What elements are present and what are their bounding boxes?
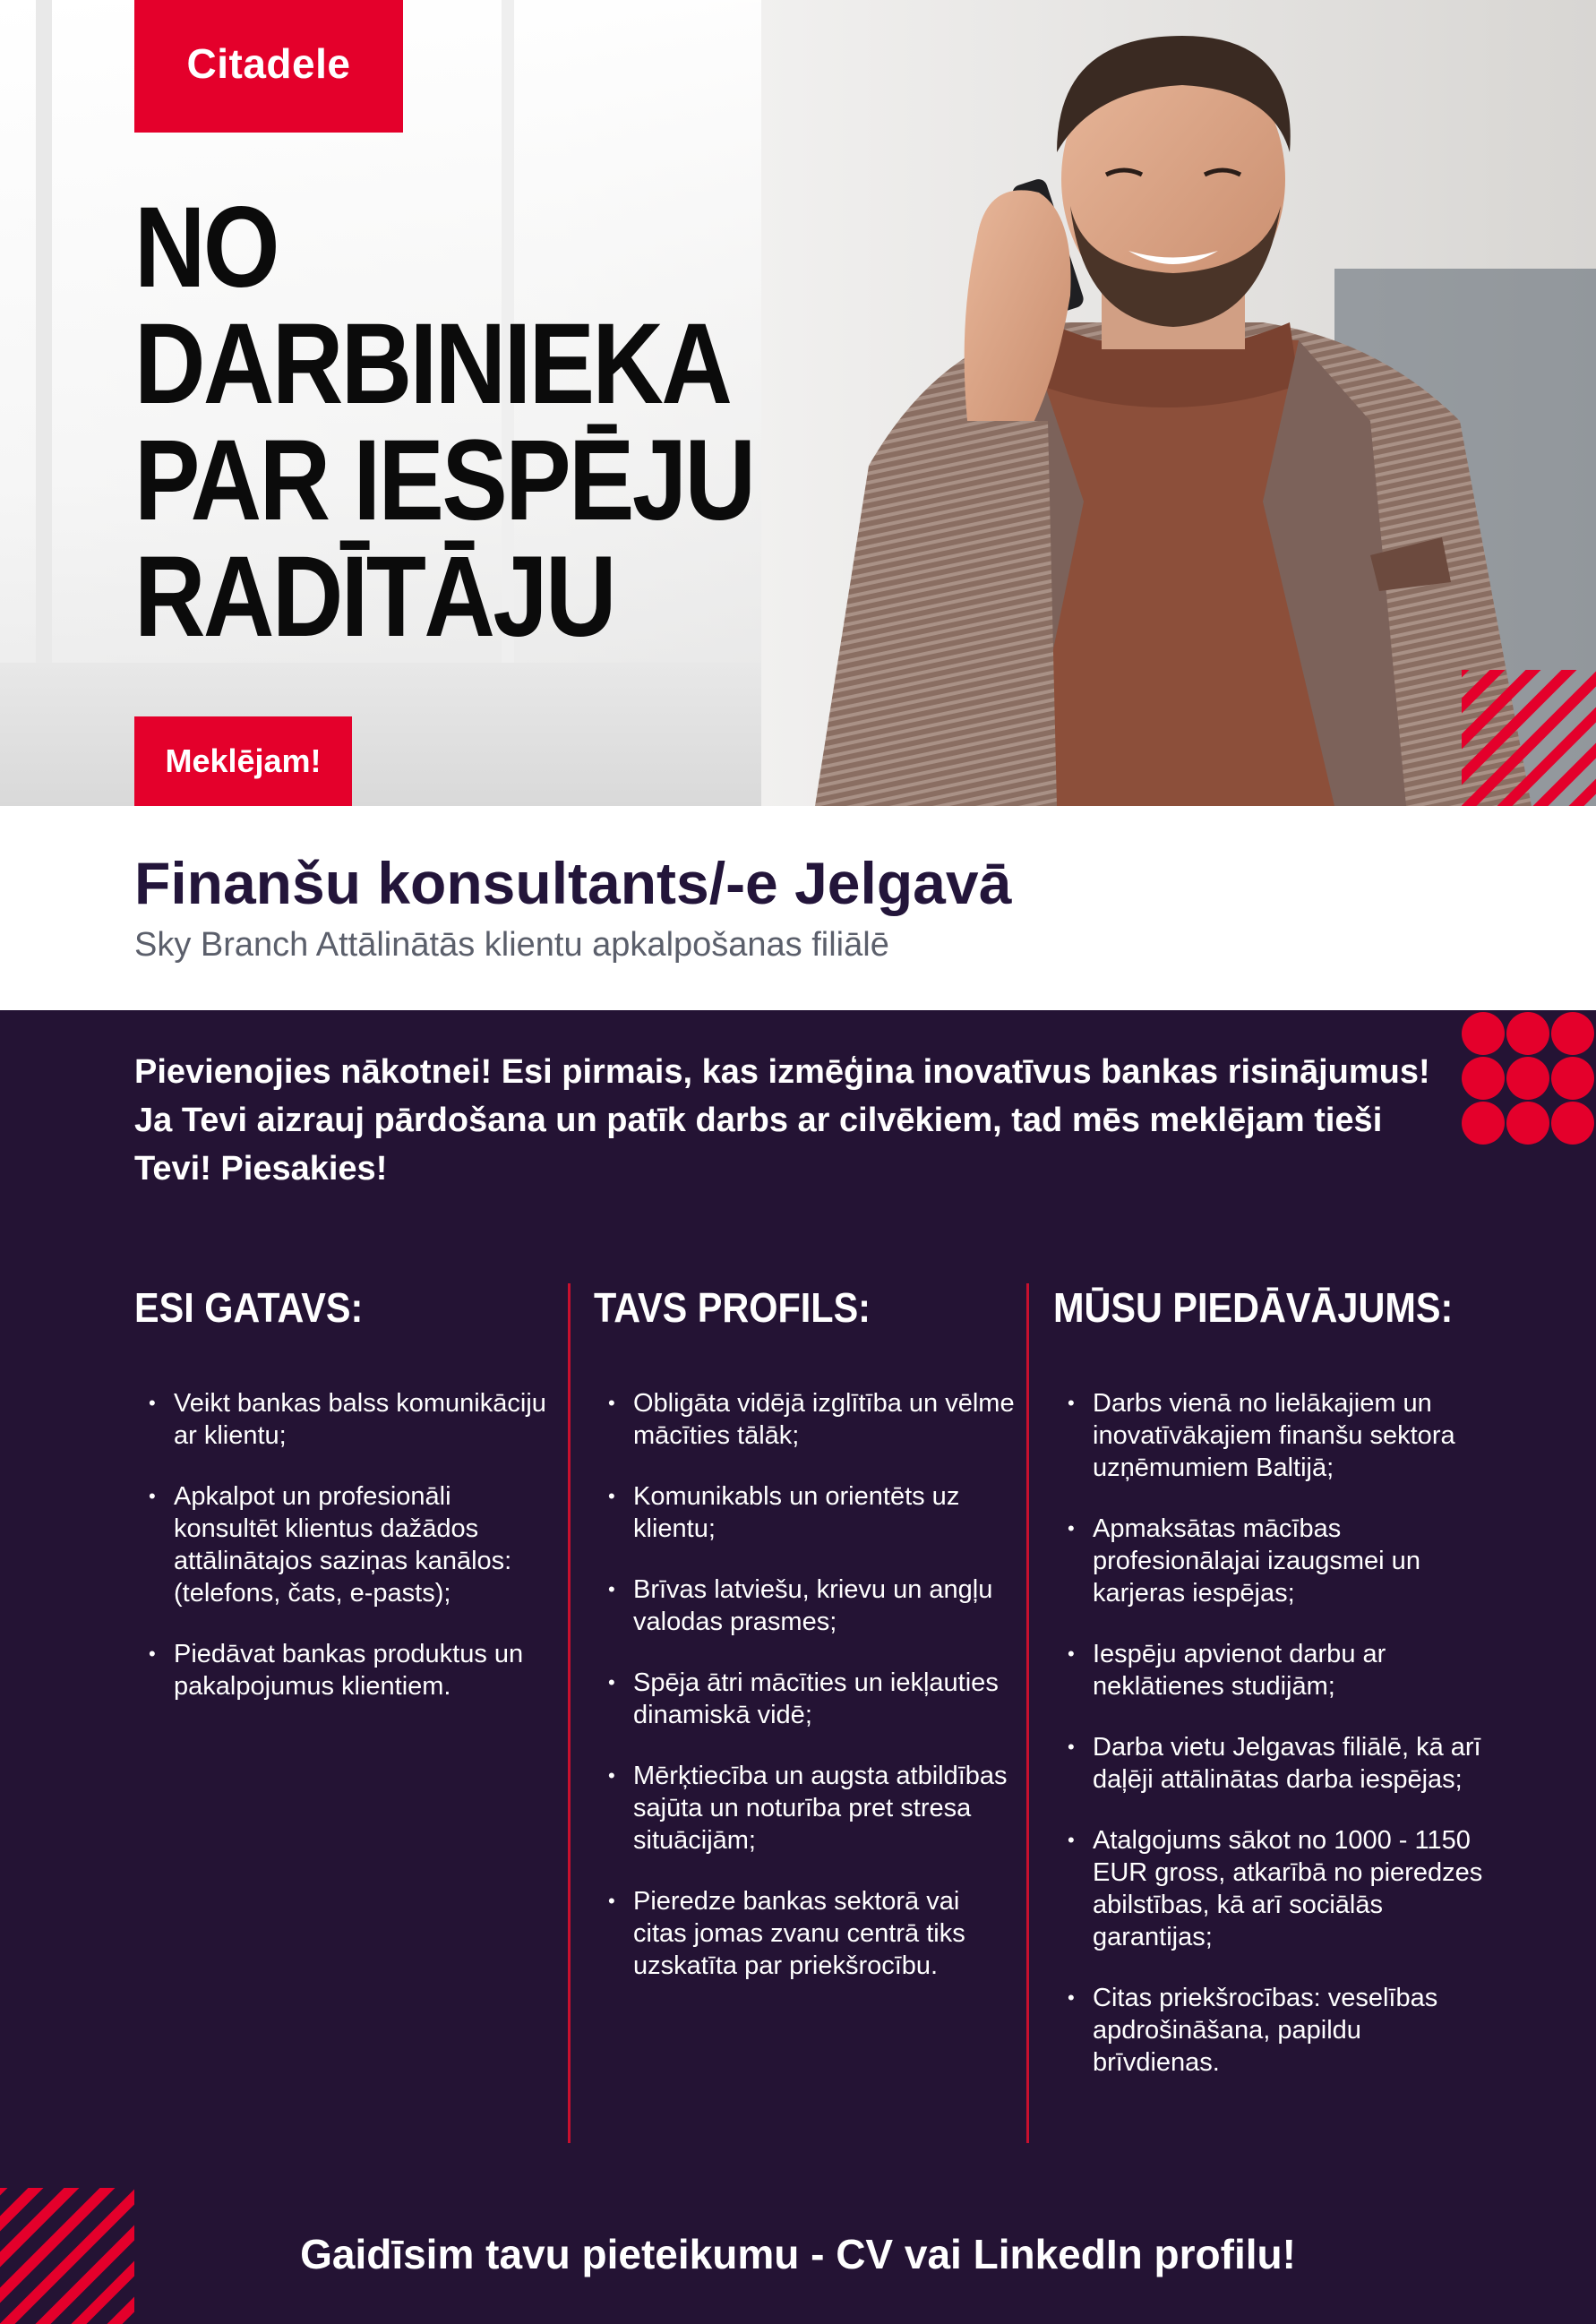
- job-details-section: [0, 1010, 1596, 2324]
- list-item: • Mērķtiecība un augsta atbildības sajūta un noturība pret stresa situācijām;: [594, 1760, 1015, 1857]
- list-item: • Darbs vienā no lielākajiem un inovatīvākajiem finanšu sektora uzņēmumiem Baltijā;: [1053, 1387, 1483, 1484]
- hero-section: [0, 0, 1596, 806]
- list-item: • Apmaksātas mācības profesionālajai izaugsmei un karjeras iespējas;: [1053, 1513, 1483, 1609]
- list-item: • Citas priekšrocības: veselības apdrošināšana, papildu brīvdienas.: [1053, 1982, 1483, 2079]
- column-list: [594, 1387, 1015, 1982]
- list-item: • Apkalpot un profesionāli konsultēt klientus dažādos attālinātajos saziņas kanālos: (telefons, čats, e-pasts);: [134, 1480, 555, 1609]
- list-item: • Iespēju apvienot darbu ar neklātienes studijām;: [1053, 1638, 1483, 1702]
- looking-for-badge: Meklējam!: [134, 716, 352, 806]
- list-item: • Obligāta vidējā izglītība un vēlme mācīties tālāk;: [594, 1387, 1015, 1452]
- list-item: • Spēja ātri mācīties un iekļauties dinamiskā vidē;: [594, 1667, 1015, 1731]
- list-item: • Veikt bankas balss komunikāciju ar klientu;: [134, 1387, 555, 1452]
- citadele-logo: [134, 0, 403, 133]
- list-item: • Darba vietu Jelgavas filiālē, kā arī daļēji attālinātas darba iespējas;: [1053, 1731, 1483, 1796]
- column-divider: [1026, 1283, 1029, 2143]
- list-item: • Pieredze bankas sektorā vai citas jomas zvanu centrā tiks uzskatīta par priekšrocību.: [594, 1885, 1015, 1982]
- list-item: • Brīvas latviešu, krievu un angļu valodas prasmes;: [594, 1574, 1015, 1638]
- intro-text: Pievienojies nākotnei! Esi pirmais, kas izmēģina inovatīvus bankas risinājumus! Ja Tevi aizrauj pārdošana un patīk darbs ar cilvēkiem, tad mēs meklējam tieši Tevi! Piesakies!: [134, 1053, 1430, 1188]
- job-subtitle: Sky Branch Attālinātās klientu apkalpošanas filiālē: [134, 926, 889, 964]
- column-list: [1053, 1387, 1483, 2079]
- job-title-section: [0, 806, 1596, 1010]
- headline-line: RADĪTĀJU: [134, 533, 614, 661]
- red-stripes-decoration: [1462, 670, 1596, 806]
- column-heading: ESI GATAVS:: [134, 1284, 364, 1331]
- job-title: Finanšu konsultants/-e Jelgavā: [134, 850, 1012, 916]
- headline-line: PAR IESPĒJU: [134, 416, 754, 545]
- headline: [134, 184, 940, 661]
- list-item: • Atalgojums sākot no 1000 - 1150 EUR gross, atkarībā no pieredzes abilstības, kā arī sociālās garantijas;: [1053, 1824, 1483, 1953]
- column-list: [134, 1387, 555, 1702]
- column-profile: [594, 1283, 1015, 2011]
- call-to-action: Gaidīsim tavu pieteikumu - CV vai LinkedIn profilu!: [300, 2231, 1296, 2277]
- window-frame: [36, 0, 52, 681]
- headline-line: NO: [134, 184, 278, 312]
- red-dots-decoration: [1460, 1010, 1596, 1146]
- column-offer: [1053, 1283, 1483, 2107]
- column-heading: TAVS PROFILS:: [594, 1284, 871, 1331]
- column-heading: MŪSU PIEDĀVĀJUMS:: [1053, 1284, 1454, 1331]
- list-item: • Piedāvat bankas produktus un pakalpojumus klientiem.: [134, 1638, 555, 1702]
- list-item: • Komunikabls un orientēts uz klientu;: [594, 1480, 1015, 1545]
- headline-line: DARBINIEKA: [134, 300, 731, 428]
- logo-text: Citadele: [186, 40, 351, 87]
- column-ready: [134, 1283, 555, 1731]
- column-divider: [568, 1283, 571, 2143]
